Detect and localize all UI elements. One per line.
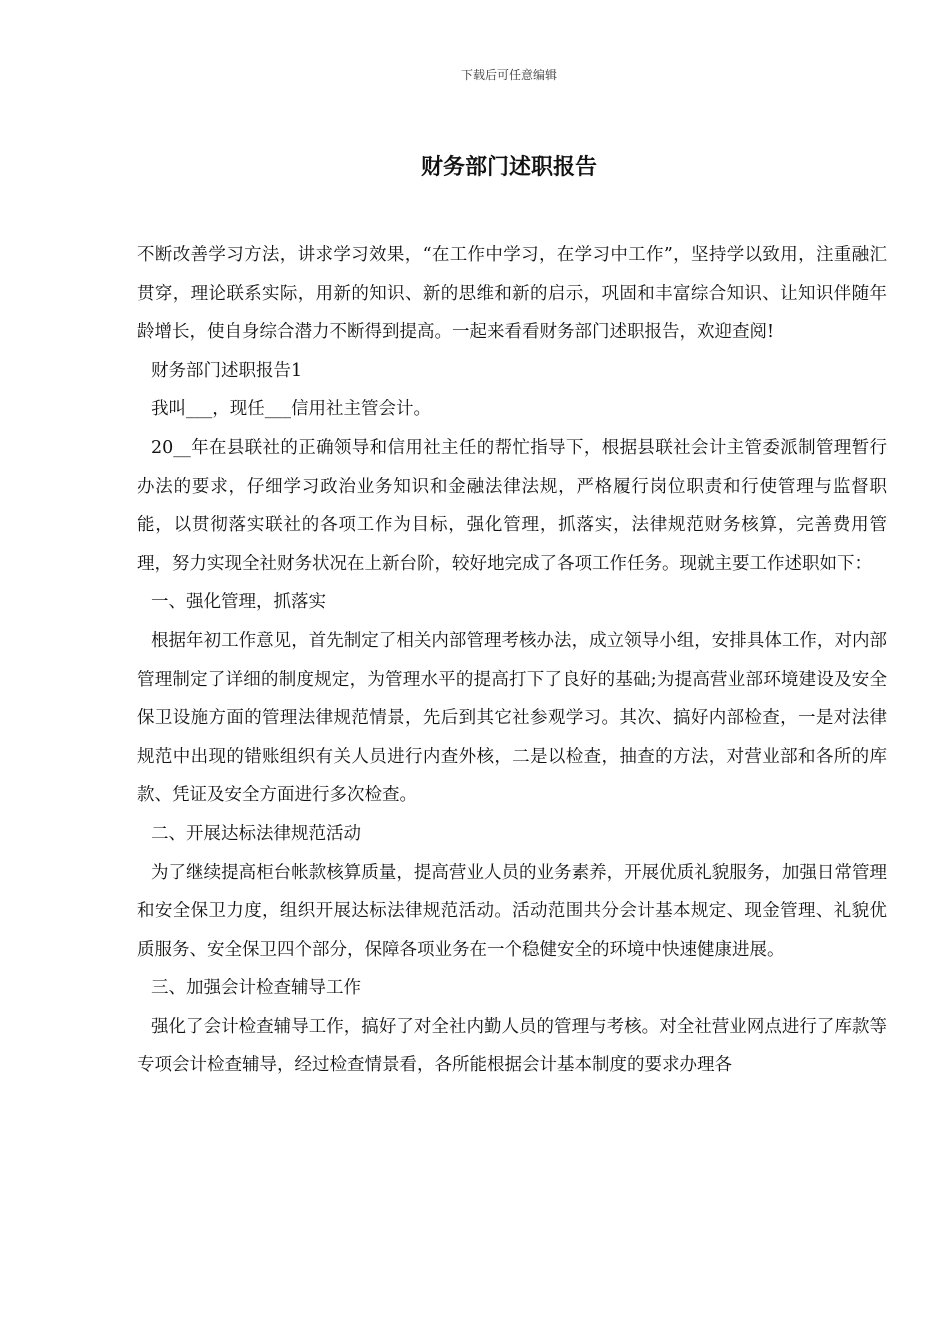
paragraph: 强化了会计检查辅导工作，搞好了对全社内勤人员的管理与考核。对全社营业网点进行了库款等专项会计检查辅导，经过检查情景看，各所能根据会计基本制度的要求办理各 — [137, 1016, 887, 1076]
paragraph: 我叫___，现任___信用社主管会计。 — [151, 399, 431, 420]
intro-paragraph: 不断改善学习方法，讲求学习效果，“在工作中学习，在学习中工作”，坚持学以致用，注重融汇贯穿，理论联系实际，用新的知识、新的思维和新的启示，巩固和丰富综合知识、让知识伴随年龄增长，使自身综合潜力不断得到提高。一起来看看财务部门述职报告，欢迎查阅! — [137, 245, 887, 343]
paragraph: 20__年在县联社的正确领导和信用社主任的帮忙指导下，根据县联社会计主管委派制管理暂行办法的要求，仔细学习政治业务知识和金融法律法规，严格履行岗位职责和行使管理与监督职能，以贯彻落实联社的各项工作为目标，强化管理，抓落实，法律规范财务核算，完善费用管理，努力实现全社财务状况在上新台阶，较好地完成了各项工作任务。现就主要工作述职如下： — [137, 437, 887, 574]
paragraph: 为了继续提高柜台帐款核算质量，提高营业人员的业务素养，开展优质礼貌服务，加强日常管理和安全保卫力度，组织开展达标法律规范活动。活动范围共分会计基本规定、现金管理、礼貌优质服务、安全保卫四个部分，保障各项业务在一个稳健安全的环境中快速健康进展。 — [137, 862, 887, 960]
document-body — [137, 236, 887, 1085]
section-heading: 一、强化管理，抓落实 — [151, 592, 326, 613]
header-note: 下载后可任意编辑 — [460, 68, 557, 82]
section-heading: 财务部门述职报告1 — [151, 360, 303, 381]
section-heading: 三、加强会计检查辅导工作 — [151, 978, 361, 999]
paragraph: 根据年初工作意见，首先制定了相关内部管理考核办法，成立领导小组，安排具体工作，对内部管理制定了详细的制度规定，为管理水平的提高打下了良好的基础;为提高营业部环境建设及安全保卫设施方面的管理法律规范情景，先后到其它社参观学习。其次、搞好内部检查，一是对法律规范中出现的错账组织有关人员进行内查外核，二是以检查，抽查的方法，对营业部和各所的库款、凭证及安全方面进行多次检查。 — [137, 630, 887, 806]
page-title: 财务部门述职报告 — [420, 155, 597, 180]
section-heading: 二、开展达标法律规范活动 — [151, 823, 361, 844]
